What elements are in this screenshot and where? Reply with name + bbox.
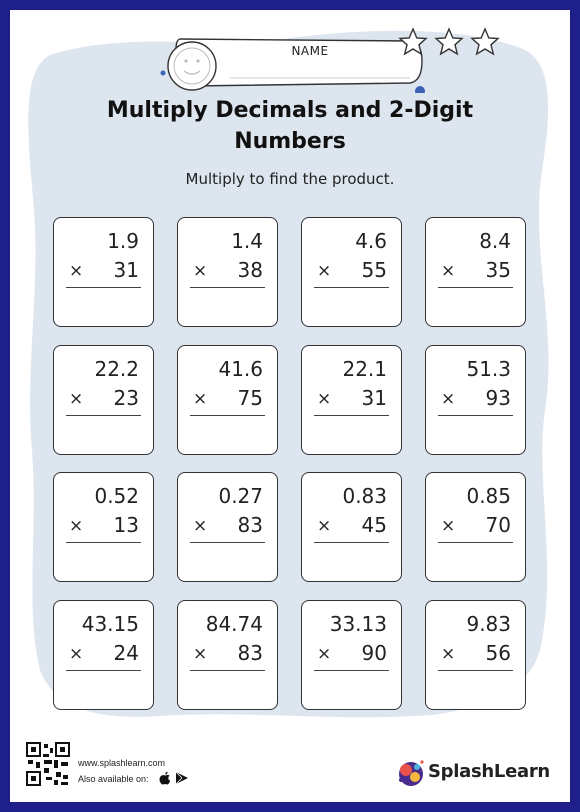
apple-icon [160,772,171,785]
multiplier: 31 [113,258,139,282]
answer-line [190,287,265,288]
multiplier: 45 [361,513,387,537]
problem-card [177,345,278,455]
multiply-sign: × [317,389,332,409]
multiplicand: 1.9 [107,229,139,253]
multiply-sign: × [441,261,456,281]
multiplicand: 51.3 [466,357,511,381]
problem-card [53,600,154,710]
multiply-sign: × [441,389,456,409]
problem-card [425,600,526,710]
answer-line [190,542,265,543]
answer-line [66,415,141,416]
multiplier: 13 [113,513,139,537]
multiplicand: 0.27 [218,484,263,508]
multiplicand: 1.4 [231,229,263,253]
answer-line [438,415,513,416]
multiplier: 83 [237,513,263,537]
star-icon [400,29,498,54]
multiplicand: 4.6 [355,229,387,253]
multiply-sign: × [193,261,208,281]
instructions: Multiply to find the product. [185,170,395,188]
answer-line [438,287,513,288]
problem-card [425,217,526,327]
worksheet-title: Multiply Decimals and 2-Digit Numbers [106,98,474,154]
name-label: NAME [291,44,329,58]
answer-line [314,670,389,671]
qr-code-icon [26,742,70,786]
multiply-sign: × [193,644,208,664]
worksheet-page [10,10,570,802]
problem-card [53,217,154,327]
multiplicand: 0.85 [466,484,511,508]
multiply-sign: × [193,389,208,409]
problem-card [177,600,278,710]
splashlearn-logo-icon [395,758,427,788]
rating-stars [398,27,508,59]
multiplier: 70 [485,513,511,537]
multiply-sign: × [317,516,332,536]
multiplicand: 0.83 [342,484,387,508]
multiplier: 90 [361,641,387,665]
answer-line [438,670,513,671]
problem-card [301,345,402,455]
multiplier: 75 [237,386,263,410]
multiplicand: 9.83 [466,612,511,636]
play-store-icon [176,772,188,784]
multiplicand: 41.6 [218,357,263,381]
multiplicand: 33.13 [329,612,387,636]
multiplicand: 22.1 [342,357,387,381]
available-label: Also available on: [78,774,149,784]
multiplier: 38 [237,258,263,282]
answer-line [438,542,513,543]
answer-line [314,542,389,543]
problem-card [177,217,278,327]
multiplier: 93 [485,386,511,410]
multiplier: 24 [113,641,139,665]
answer-line [66,287,141,288]
problem-card [53,472,154,582]
multiplier: 83 [237,641,263,665]
problem-card [177,472,278,582]
problem-card [301,600,402,710]
answer-line [314,415,389,416]
multiplicand: 8.4 [479,229,511,253]
multiply-sign: × [193,516,208,536]
answer-line [314,287,389,288]
problem-card [425,345,526,455]
problem-card [301,217,402,327]
answer-line [190,415,265,416]
problem-card [53,345,154,455]
multiplicand: 43.15 [81,612,139,636]
multiplicand: 84.74 [205,612,263,636]
multiplicand: 22.2 [94,357,139,381]
answer-line [190,670,265,671]
multiply-sign: × [317,644,332,664]
problem-card [425,472,526,582]
answer-line [66,670,141,671]
multiply-sign: × [69,516,84,536]
multiplier: 23 [113,386,139,410]
multiplier: 56 [485,641,511,665]
multiply-sign: × [69,261,84,281]
website-link[interactable]: www.splashlearn.com [78,758,166,768]
multiply-sign: × [317,261,332,281]
multiplier: 35 [485,258,511,282]
problem-card [301,472,402,582]
multiplicand: 0.52 [94,484,139,508]
multiplier: 55 [361,258,387,282]
name-tag [160,31,428,93]
multiply-sign: × [69,389,84,409]
multiply-sign: × [69,644,84,664]
answer-line [66,542,141,543]
brand-name: SplashLearn [428,761,550,782]
store-icons [158,771,190,785]
multiply-sign: × [441,644,456,664]
multiplier: 31 [361,386,387,410]
multiply-sign: × [441,516,456,536]
